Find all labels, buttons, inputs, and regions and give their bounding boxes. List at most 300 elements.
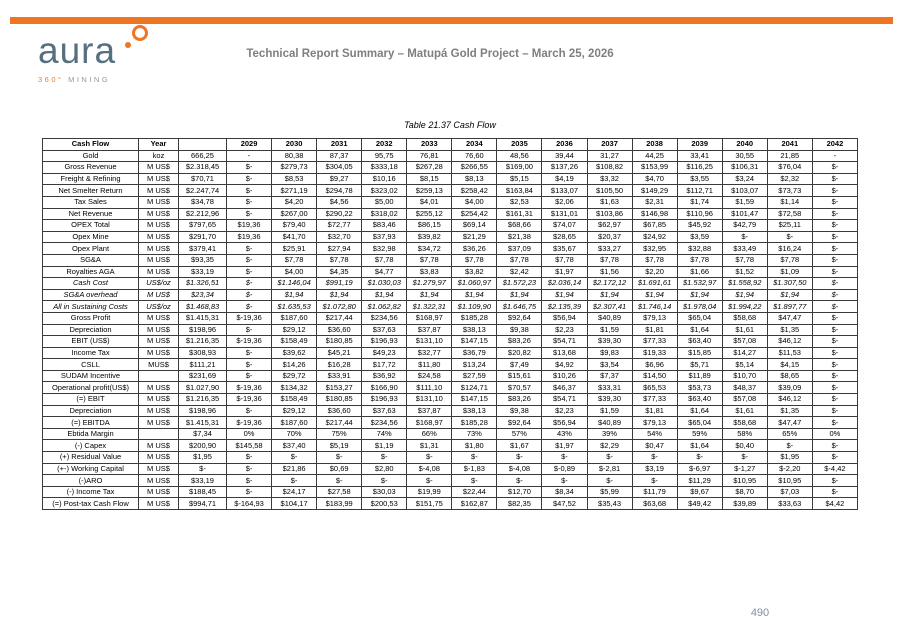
row-label: Operational profit(US$)	[43, 382, 139, 394]
value-cell: $308,93	[179, 347, 227, 359]
value-cell: $1,59	[587, 405, 632, 417]
row-label: (+-) Working Capital	[43, 463, 139, 475]
row-unit: koz	[139, 150, 179, 162]
value-cell: $185,28	[452, 312, 497, 324]
value-cell: $3,54	[587, 359, 632, 371]
value-cell: $37,93	[362, 231, 407, 243]
value-cell: $1.746,14	[632, 301, 677, 313]
value-cell: $9,83	[587, 347, 632, 359]
value-cell: $-	[812, 196, 857, 208]
row-unit: M US$	[139, 220, 179, 232]
value-cell: $11,80	[407, 359, 452, 371]
value-cell: $36,79	[452, 347, 497, 359]
row-unit: M US$	[139, 324, 179, 336]
value-cell: $3,55	[677, 173, 722, 185]
value-cell: $83,46	[362, 220, 407, 232]
value-cell: $131,01	[542, 208, 587, 220]
value-cell: $1,94	[542, 289, 587, 301]
value-cell: $103,86	[587, 208, 632, 220]
value-cell: $3,19	[632, 463, 677, 475]
value-cell: $63,40	[677, 336, 722, 348]
row-label: CSLL	[43, 359, 139, 371]
value-cell: $7,34	[179, 428, 227, 440]
value-cell: $3,82	[452, 266, 497, 278]
value-cell: $103,07	[722, 185, 767, 197]
value-cell: $5,14	[722, 359, 767, 371]
value-cell: $65,04	[677, 417, 722, 429]
value-cell: $1,94	[452, 289, 497, 301]
value-cell: $3,59	[677, 231, 722, 243]
value-cell: $4,20	[272, 196, 317, 208]
value-cell: $-	[812, 312, 857, 324]
value-cell: $34,78	[179, 196, 227, 208]
value-cell: $-	[677, 452, 722, 464]
value-cell: $83,26	[497, 394, 542, 406]
row-label: (-) Capex	[43, 440, 139, 452]
value-cell: $-2,20	[767, 463, 812, 475]
value-cell: $1,67	[497, 440, 542, 452]
row-label: (+) Residual Value	[43, 452, 139, 464]
value-cell: $48,37	[722, 382, 767, 394]
value-cell: $46,37	[542, 382, 587, 394]
table-row	[43, 196, 858, 208]
value-cell: $41,70	[272, 231, 317, 243]
value-cell: $-	[227, 347, 272, 359]
column-header: 2031	[317, 139, 362, 151]
table-row	[43, 150, 858, 162]
value-cell: $153,99	[632, 162, 677, 174]
value-cell: $267,00	[272, 208, 317, 220]
value-cell: $1,64	[677, 324, 722, 336]
value-cell: $65,53	[632, 382, 677, 394]
value-cell: $1,95	[767, 452, 812, 464]
table-row	[43, 312, 858, 324]
row-label: Cash Cost	[43, 278, 139, 290]
row-unit: MUS$	[139, 359, 179, 371]
value-cell: $30,03	[362, 486, 407, 498]
value-cell: $72,58	[767, 208, 812, 220]
value-cell: $1,97	[542, 266, 587, 278]
value-cell: $1,66	[677, 266, 722, 278]
value-cell: $3,32	[587, 173, 632, 185]
value-cell: $32,77	[407, 347, 452, 359]
column-header: 2030	[272, 139, 317, 151]
value-cell: $13,68	[542, 347, 587, 359]
value-cell: $-	[227, 486, 272, 498]
value-cell: $-19,36	[227, 312, 272, 324]
value-cell: $-1,27	[722, 463, 767, 475]
value-cell: $1.279,97	[407, 278, 452, 290]
row-unit: M US$	[139, 475, 179, 487]
table-row	[43, 405, 858, 417]
value-cell: $4,19	[542, 173, 587, 185]
value-cell: $-	[812, 394, 857, 406]
value-cell: $35,67	[542, 243, 587, 255]
value-cell: $318,02	[362, 208, 407, 220]
value-cell: $146,98	[632, 208, 677, 220]
value-cell: $1,94	[272, 289, 317, 301]
value-cell: $62,97	[587, 220, 632, 232]
value-cell: $-	[227, 254, 272, 266]
logo-ring-icon	[132, 25, 148, 41]
table-row	[43, 428, 858, 440]
row-unit: M US$	[139, 185, 179, 197]
cash-flow-table	[42, 138, 858, 510]
table-row	[43, 347, 858, 359]
value-cell: $1,64	[677, 440, 722, 452]
value-cell: $2.135,39	[542, 301, 587, 313]
column-header: 2029	[227, 139, 272, 151]
value-cell: $-19,36	[227, 382, 272, 394]
value-cell: $-	[812, 405, 857, 417]
value-cell: $1,94	[317, 289, 362, 301]
value-cell: $1,31	[407, 440, 452, 452]
value-cell: $2.172,12	[587, 278, 632, 290]
table-row	[43, 231, 858, 243]
row-label: (=) Post-tax Cash Flow	[43, 498, 139, 510]
value-cell: $-	[317, 452, 362, 464]
value-cell: 39,44	[542, 150, 587, 162]
value-cell: $134,32	[272, 382, 317, 394]
value-cell: $1.326,51	[179, 278, 227, 290]
value-cell: $1.146,04	[272, 278, 317, 290]
value-cell: $56,94	[542, 312, 587, 324]
value-cell: $2.247,74	[179, 185, 227, 197]
value-cell: $46,12	[767, 336, 812, 348]
value-cell: 54%	[632, 428, 677, 440]
value-cell: $-	[542, 475, 587, 487]
value-cell: $5,99	[587, 486, 632, 498]
value-cell: $45,92	[677, 220, 722, 232]
row-label: OPEX Total	[43, 220, 139, 232]
value-cell: $198,96	[179, 405, 227, 417]
table-row	[43, 498, 858, 510]
value-cell: $-4,08	[497, 463, 542, 475]
row-unit: M US$	[139, 498, 179, 510]
value-cell: $10,26	[542, 370, 587, 382]
value-cell: $39,62	[272, 347, 317, 359]
value-cell: $196,93	[362, 394, 407, 406]
value-cell: $4,01	[407, 196, 452, 208]
value-cell: $1,97	[542, 440, 587, 452]
value-cell: $333,18	[362, 162, 407, 174]
value-cell: $-	[452, 452, 497, 464]
value-cell: $32,88	[677, 243, 722, 255]
value-cell: $76,04	[767, 162, 812, 174]
value-cell: $25,11	[767, 220, 812, 232]
value-cell: $151,75	[407, 498, 452, 510]
value-cell: $105,50	[587, 185, 632, 197]
value-cell: $32,95	[632, 243, 677, 255]
value-cell: $17,72	[362, 359, 407, 371]
value-cell: $200,53	[362, 498, 407, 510]
value-cell: $137,26	[542, 162, 587, 174]
value-cell: $7,78	[407, 254, 452, 266]
value-cell: $2,06	[542, 196, 587, 208]
value-cell: 80,38	[272, 150, 317, 162]
value-cell: $-	[227, 278, 272, 290]
column-header: 2040	[722, 139, 767, 151]
row-unit: M US$	[139, 173, 179, 185]
value-cell: $39,09	[767, 382, 812, 394]
value-cell: $79,40	[272, 220, 317, 232]
value-cell: $77,33	[632, 336, 677, 348]
value-cell: $-	[812, 347, 857, 359]
value-cell: $1.216,35	[179, 336, 227, 348]
value-cell: $32,70	[317, 231, 362, 243]
value-cell: 65%	[767, 428, 812, 440]
value-cell: $-	[812, 289, 857, 301]
value-cell: $2.318,45	[179, 162, 227, 174]
value-cell: $-	[812, 324, 857, 336]
value-cell: $1.109,90	[452, 301, 497, 313]
value-cell: $49,23	[362, 347, 407, 359]
value-cell: $-	[497, 475, 542, 487]
value-cell: $147,15	[452, 394, 497, 406]
value-cell: $291,70	[179, 231, 227, 243]
value-cell: 58%	[722, 428, 767, 440]
row-label: SUDAM Incentive	[43, 370, 139, 382]
value-cell: $991,19	[317, 278, 362, 290]
value-cell: $1.994,22	[722, 301, 767, 313]
row-unit: US$/oz	[139, 278, 179, 290]
value-cell: $-0,89	[542, 463, 587, 475]
value-cell: $33,63	[767, 498, 812, 510]
value-cell: $79,13	[632, 312, 677, 324]
row-label: Gross Revenue	[43, 162, 139, 174]
value-cell: $161,31	[497, 208, 542, 220]
value-cell: $32,98	[362, 243, 407, 255]
value-cell: $1.072,80	[317, 301, 362, 313]
value-cell: $1.322,31	[407, 301, 452, 313]
value-cell: $294,78	[317, 185, 362, 197]
value-cell: $1,14	[767, 196, 812, 208]
value-cell: $67,85	[632, 220, 677, 232]
value-cell: $4,77	[362, 266, 407, 278]
value-cell: $1,94	[632, 289, 677, 301]
value-cell: $-	[227, 324, 272, 336]
value-cell: $-	[812, 208, 857, 220]
row-label: Tax Sales	[43, 196, 139, 208]
value-cell: $2.036,14	[542, 278, 587, 290]
value-cell: $38,13	[452, 324, 497, 336]
value-cell: $-19,36	[227, 394, 272, 406]
value-cell: $12,70	[497, 486, 542, 498]
value-cell: $-	[812, 336, 857, 348]
value-cell: $-	[812, 173, 857, 185]
row-label: EBIT (US$)	[43, 336, 139, 348]
value-cell: $4,42	[812, 498, 857, 510]
value-cell: $34,72	[407, 243, 452, 255]
table-header-row	[43, 139, 858, 151]
value-cell: 73%	[452, 428, 497, 440]
table-row	[43, 359, 858, 371]
value-cell: $5,19	[317, 440, 362, 452]
value-cell: $4,00	[452, 196, 497, 208]
value-cell: $33,27	[587, 243, 632, 255]
value-cell: $234,56	[362, 417, 407, 429]
value-cell: $86,15	[407, 220, 452, 232]
value-cell: $-	[722, 231, 767, 243]
value-cell: $1,81	[632, 405, 677, 417]
value-cell: $10,95	[767, 475, 812, 487]
value-cell: $21,29	[452, 231, 497, 243]
value-cell: 95,75	[362, 150, 407, 162]
value-cell: $1.978,04	[677, 301, 722, 313]
value-cell: $16,28	[317, 359, 362, 371]
value-cell: $1,19	[362, 440, 407, 452]
value-cell: $7,78	[542, 254, 587, 266]
value-cell: $-4,08	[407, 463, 452, 475]
value-cell: -	[227, 150, 272, 162]
row-label: All in Sustaining Costs	[43, 301, 139, 313]
value-cell: $5,71	[677, 359, 722, 371]
value-cell: $1.635,53	[272, 301, 317, 313]
value-cell: $24,92	[632, 231, 677, 243]
value-cell: $-	[272, 475, 317, 487]
value-cell: $145,58	[227, 440, 272, 452]
table-row	[43, 324, 858, 336]
column-header: Cash Flow	[43, 139, 139, 151]
value-cell: $37,09	[497, 243, 542, 255]
value-cell: $-	[812, 243, 857, 255]
value-cell: $3,24	[722, 173, 767, 185]
logo-tagline	[38, 75, 198, 84]
value-cell: $116,25	[677, 162, 722, 174]
value-cell: $-	[362, 475, 407, 487]
value-cell: $-	[227, 370, 272, 382]
value-cell: $4,15	[767, 359, 812, 371]
table-row	[43, 173, 858, 185]
value-cell: $-	[452, 475, 497, 487]
row-label: Net Smelter Return	[43, 185, 139, 197]
value-cell: $10,16	[362, 173, 407, 185]
value-cell: $-	[632, 452, 677, 464]
value-cell: $290,22	[317, 208, 362, 220]
value-cell: $1,52	[722, 266, 767, 278]
value-cell: $4,70	[632, 173, 677, 185]
value-cell: $27,59	[452, 370, 497, 382]
value-cell: $42,79	[722, 220, 767, 232]
value-cell: $1,94	[407, 289, 452, 301]
row-unit: M US$	[139, 394, 179, 406]
value-cell: $68,66	[497, 220, 542, 232]
value-cell: $83,26	[497, 336, 542, 348]
value-cell: $14,27	[722, 347, 767, 359]
value-cell: $10,70	[722, 370, 767, 382]
table-row	[43, 185, 858, 197]
value-cell: $304,05	[317, 162, 362, 174]
logo-circle-icon	[124, 25, 148, 49]
value-cell: $-	[812, 185, 857, 197]
value-cell: $2,20	[632, 266, 677, 278]
row-unit: M US$	[139, 231, 179, 243]
value-cell: $7,78	[587, 254, 632, 266]
value-cell: $217,44	[317, 417, 362, 429]
value-cell: $-	[317, 475, 362, 487]
value-cell: $1.415,31	[179, 417, 227, 429]
row-label: Gold	[43, 150, 139, 162]
value-cell: $7,37	[587, 370, 632, 382]
value-cell: $73,73	[767, 185, 812, 197]
column-header: 2039	[677, 139, 722, 151]
value-cell: $45,21	[317, 347, 362, 359]
value-cell: $163,84	[497, 185, 542, 197]
value-cell: $70,71	[179, 173, 227, 185]
value-cell: $1,56	[587, 266, 632, 278]
value-cell: $1.030,03	[362, 278, 407, 290]
value-cell: $24,58	[407, 370, 452, 382]
row-unit: M US$	[139, 196, 179, 208]
row-label: SG&A	[43, 254, 139, 266]
value-cell: $77,33	[632, 394, 677, 406]
value-cell: $1,95	[179, 452, 227, 464]
value-cell: $111,21	[179, 359, 227, 371]
column-header: 2034	[452, 139, 497, 151]
value-cell: $185,28	[452, 417, 497, 429]
value-cell: $1.027,90	[179, 382, 227, 394]
value-cell: $69,14	[452, 220, 497, 232]
logo-tagline-word: MINING	[63, 75, 111, 84]
value-cell: $169,00	[497, 162, 542, 174]
value-cell: $47,47	[767, 312, 812, 324]
value-cell: 48,56	[497, 150, 542, 162]
value-cell: $379,41	[179, 243, 227, 255]
value-cell: $1,94	[767, 289, 812, 301]
row-label: Opex Plant	[43, 243, 139, 255]
column-header: 2036	[542, 139, 587, 151]
value-cell: $37,87	[407, 405, 452, 417]
value-cell: $-	[542, 452, 587, 464]
value-cell: $1.691,61	[632, 278, 677, 290]
value-cell: $21,86	[272, 463, 317, 475]
value-cell: $11,29	[677, 475, 722, 487]
value-cell: $63,68	[632, 498, 677, 510]
row-label: (=) EBITDA	[43, 417, 139, 429]
value-cell: $47,47	[767, 417, 812, 429]
value-cell: $200,90	[179, 440, 227, 452]
value-cell: $323,02	[362, 185, 407, 197]
value-cell: $39,30	[587, 394, 632, 406]
value-cell: $15,85	[677, 347, 722, 359]
table-row	[43, 452, 858, 464]
value-cell: $-	[362, 452, 407, 464]
value-cell: $133,07	[542, 185, 587, 197]
value-cell: $82,35	[497, 498, 542, 510]
value-cell: $25,91	[272, 243, 317, 255]
value-cell: $106,31	[722, 162, 767, 174]
value-cell: $1,59	[587, 324, 632, 336]
value-cell: $1.415,31	[179, 312, 227, 324]
value-cell: $-	[227, 185, 272, 197]
column-header: 2032	[362, 139, 407, 151]
value-cell: $1.558,92	[722, 278, 767, 290]
value-cell: $7,78	[362, 254, 407, 266]
value-cell: $2,53	[497, 196, 542, 208]
value-cell: 30,55	[722, 150, 767, 162]
value-cell: $1.060,97	[452, 278, 497, 290]
value-cell: $4,56	[317, 196, 362, 208]
column-header	[179, 139, 227, 151]
value-cell: 21,85	[767, 150, 812, 162]
column-header: 2041	[767, 139, 812, 151]
value-cell: $168,97	[407, 312, 452, 324]
value-cell: 0%	[227, 428, 272, 440]
value-cell: $1.897,77	[767, 301, 812, 313]
value-cell: $7,78	[632, 254, 677, 266]
table-caption: Table 21.37 Cash Flow	[404, 120, 496, 130]
value-cell: 70%	[272, 428, 317, 440]
